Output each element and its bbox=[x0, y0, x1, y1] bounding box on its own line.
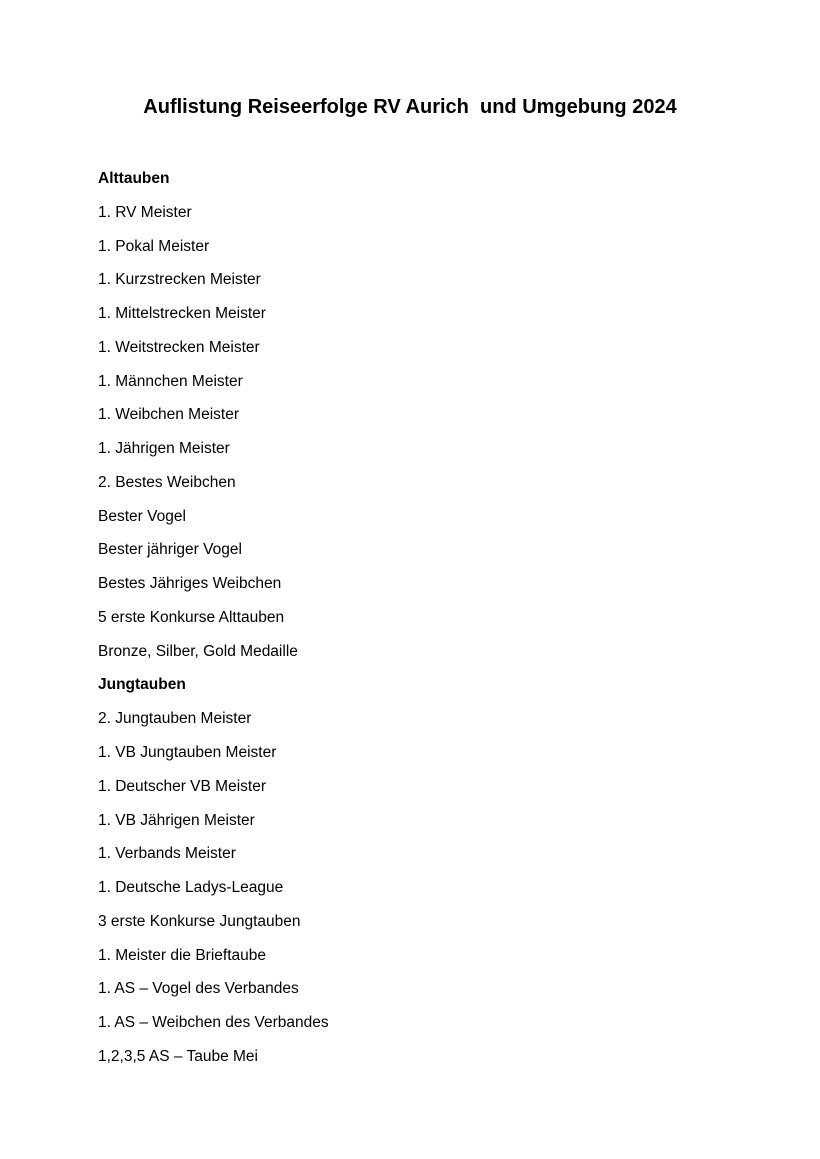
list-item: Bestes Jähriges Weibchen bbox=[98, 575, 282, 593]
list-item: 1. Deutsche Ladys-League bbox=[98, 879, 284, 897]
list-item: 1. Deutscher VB Meister bbox=[98, 777, 266, 795]
list-item: 1,2,3,5 AS – Taube Mei bbox=[98, 1047, 258, 1065]
list-item: 3 erste Konkurse Jungtauben bbox=[98, 912, 301, 930]
list-item: Bester Vogel bbox=[98, 507, 186, 525]
list-item: 1. VB Jährigen Meister bbox=[98, 811, 255, 829]
list-item: 1. AS – Weibchen des Verbandes bbox=[98, 1014, 329, 1032]
list-item: 2. Bestes Weibchen bbox=[98, 473, 236, 491]
section-heading-alttauben: Alttauben bbox=[98, 170, 170, 187]
list-item: 1. Jährigen Meister bbox=[98, 440, 230, 458]
list-item: 1. Verbands Meister bbox=[98, 845, 236, 863]
list-item: 1. VB Jungtauben Meister bbox=[98, 744, 277, 762]
list-item: 1. AS – Vogel des Verbandes bbox=[98, 980, 299, 998]
list-item: 1. Meister die Brieftaube bbox=[98, 946, 267, 964]
list-item: Bester jähriger Vogel bbox=[98, 541, 242, 559]
list-item: 1. RV Meister bbox=[98, 203, 192, 221]
list-item: Bronze, Silber, Gold Medaille bbox=[98, 642, 298, 660]
list-item: 5 erste Konkurse Alttauben bbox=[98, 608, 285, 626]
document-body bbox=[98, 162, 760, 1074]
list-item: 1. Weibchen Meister bbox=[98, 406, 239, 424]
page-title: Auflistung Reiseerfolge RV Aurich und Umgebung 2024 bbox=[143, 96, 677, 118]
list-item: 1. Weitstrecken Meister bbox=[98, 338, 260, 356]
list-item: 1. Mittelstrecken Meister bbox=[98, 305, 266, 323]
list-item: 1. Männchen Meister bbox=[98, 372, 243, 390]
section-heading-jungtauben: Jungtauben bbox=[98, 676, 186, 694]
list-item: 2. Jungtauben Meister bbox=[98, 710, 252, 728]
list-item: 1. Pokal Meister bbox=[98, 237, 210, 255]
list-item: 1. Kurzstrecken Meister bbox=[98, 271, 261, 289]
